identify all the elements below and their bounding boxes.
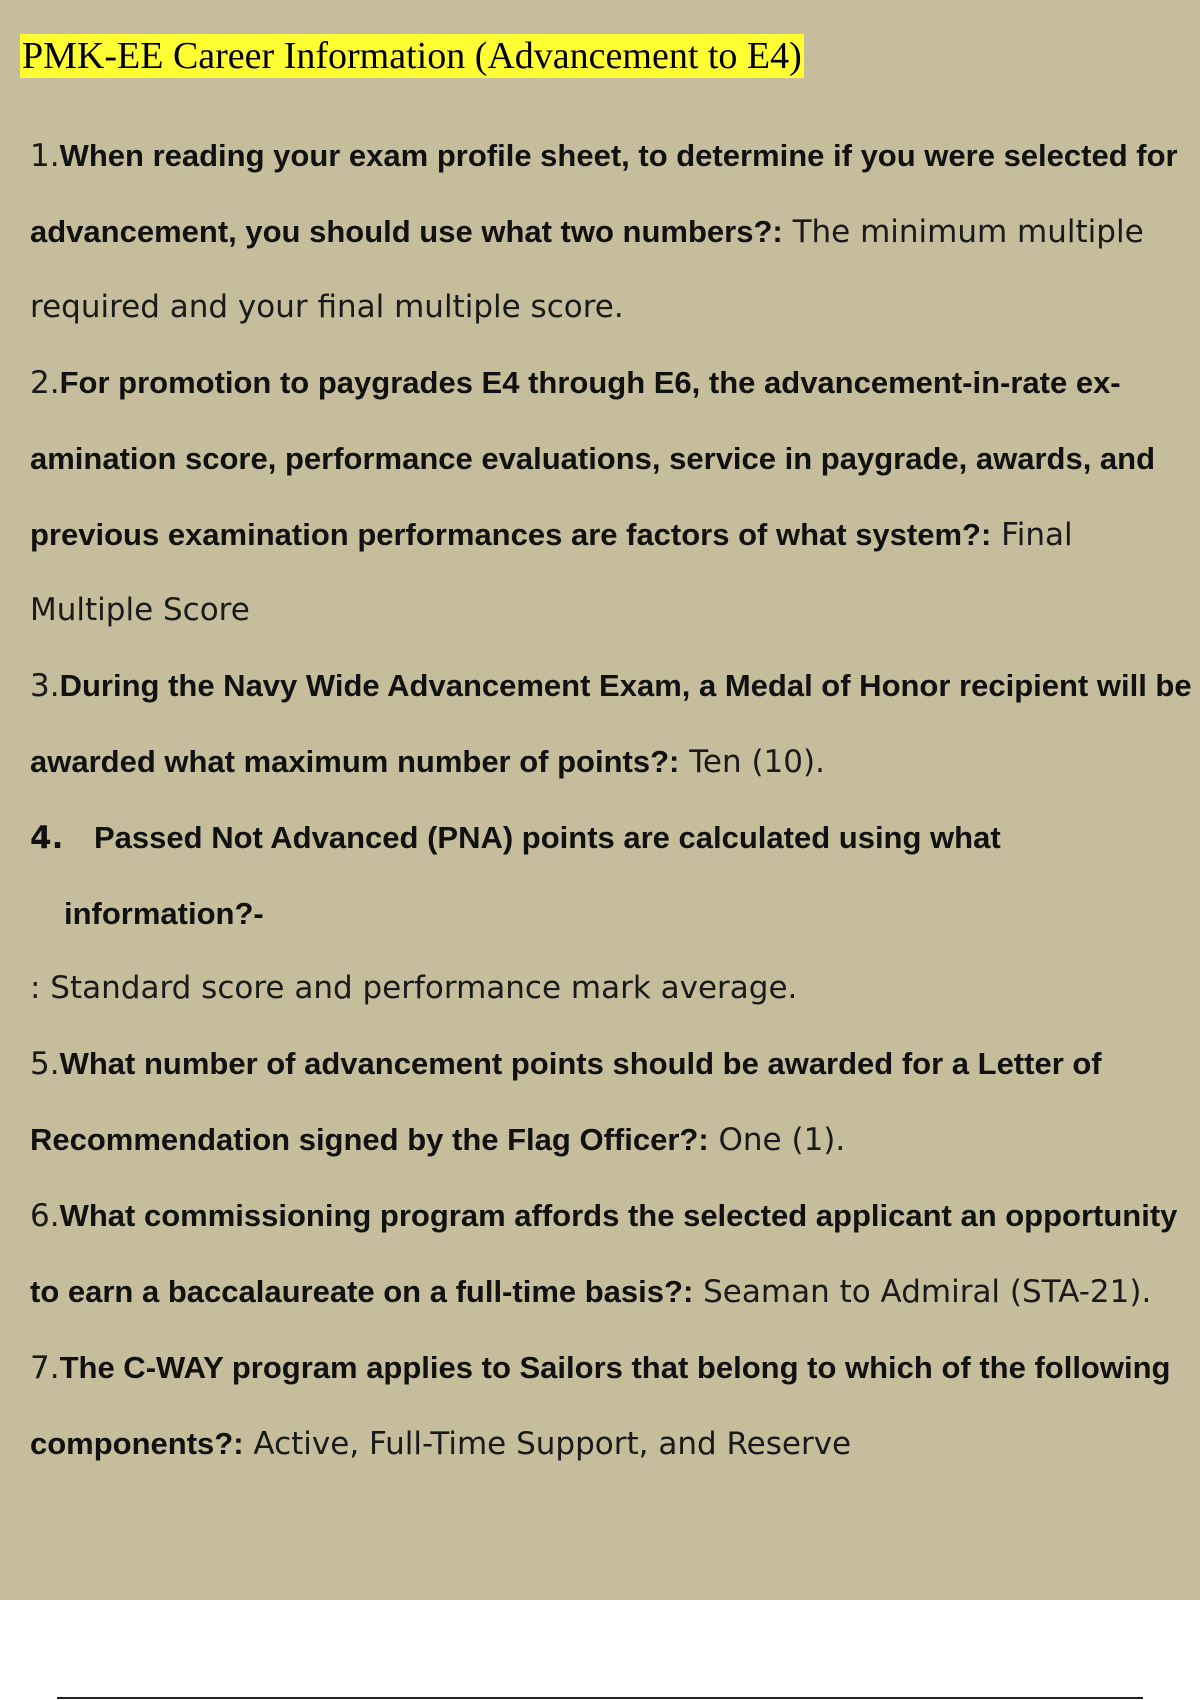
answer-text: Ten (10).: [689, 744, 825, 780]
item-number: 1.: [30, 138, 60, 174]
item-number: 7.: [30, 1350, 60, 1386]
question-item-6: [30, 1178, 1200, 1330]
question-text: The C-WAY program applies to Sailors that belong to which of the following components?:: [30, 1350, 1171, 1461]
question-list: [30, 118, 1200, 1482]
question-item-3: [30, 648, 1200, 800]
question-item-7: [30, 1330, 1200, 1482]
question-text: For promotion to paygrades E4 through E6, the advancement-in-rate ex- amination score, performance evaluations, service in paygrade, awards, and previous examination performances are factors of what system?:: [30, 365, 1156, 552]
item-number: 4.: [30, 820, 64, 856]
question-item-4: [30, 800, 1200, 1026]
answer-text: : Standard score and performance mark average.: [30, 970, 798, 1006]
answer-text: The minimum multiple required and your final multiple score.: [30, 214, 1144, 325]
item-number: 2.: [30, 365, 60, 401]
question-item-2: [30, 345, 1200, 648]
question-text: Passed Not Advanced (PNA) points are calculated using what: [94, 820, 1001, 855]
answer-text: One (1).: [718, 1122, 846, 1158]
footer-divider: [57, 1697, 1143, 1699]
question-text: What number of advancement points should be awarded for a Letter of Recommendation signed by the Flag Officer?:: [30, 1046, 1102, 1157]
question-item-5: [30, 1026, 1200, 1178]
question-text: What commissioning program affords the selected applicant an opportunity to earn a baccalaureate on a full-time basis?:: [30, 1198, 1178, 1309]
question-text: When reading your exam profile sheet, to determine if you were selected for advancement, you should use what two numbers?:: [30, 138, 1178, 249]
document-title: PMK-EE Career Information (Advancement to E4): [22, 35, 802, 77]
answer-text: Seaman to Admiral (STA-21).: [703, 1274, 1152, 1310]
question-text-continued: information?-: [64, 896, 264, 931]
question-item-1: [30, 118, 1200, 345]
question-text: During the Navy Wide Advancement Exam, a Medal of Honor recipient will be awarded what maximum number of points?:: [30, 668, 1192, 779]
item-number: 6.: [30, 1198, 60, 1234]
item-number: 3.: [30, 668, 60, 704]
answer-text: Final Multiple Score: [30, 517, 1073, 628]
answer-text: Active, Full-Time Support, and Reserve: [253, 1426, 852, 1462]
item-number: 5.: [30, 1046, 60, 1082]
